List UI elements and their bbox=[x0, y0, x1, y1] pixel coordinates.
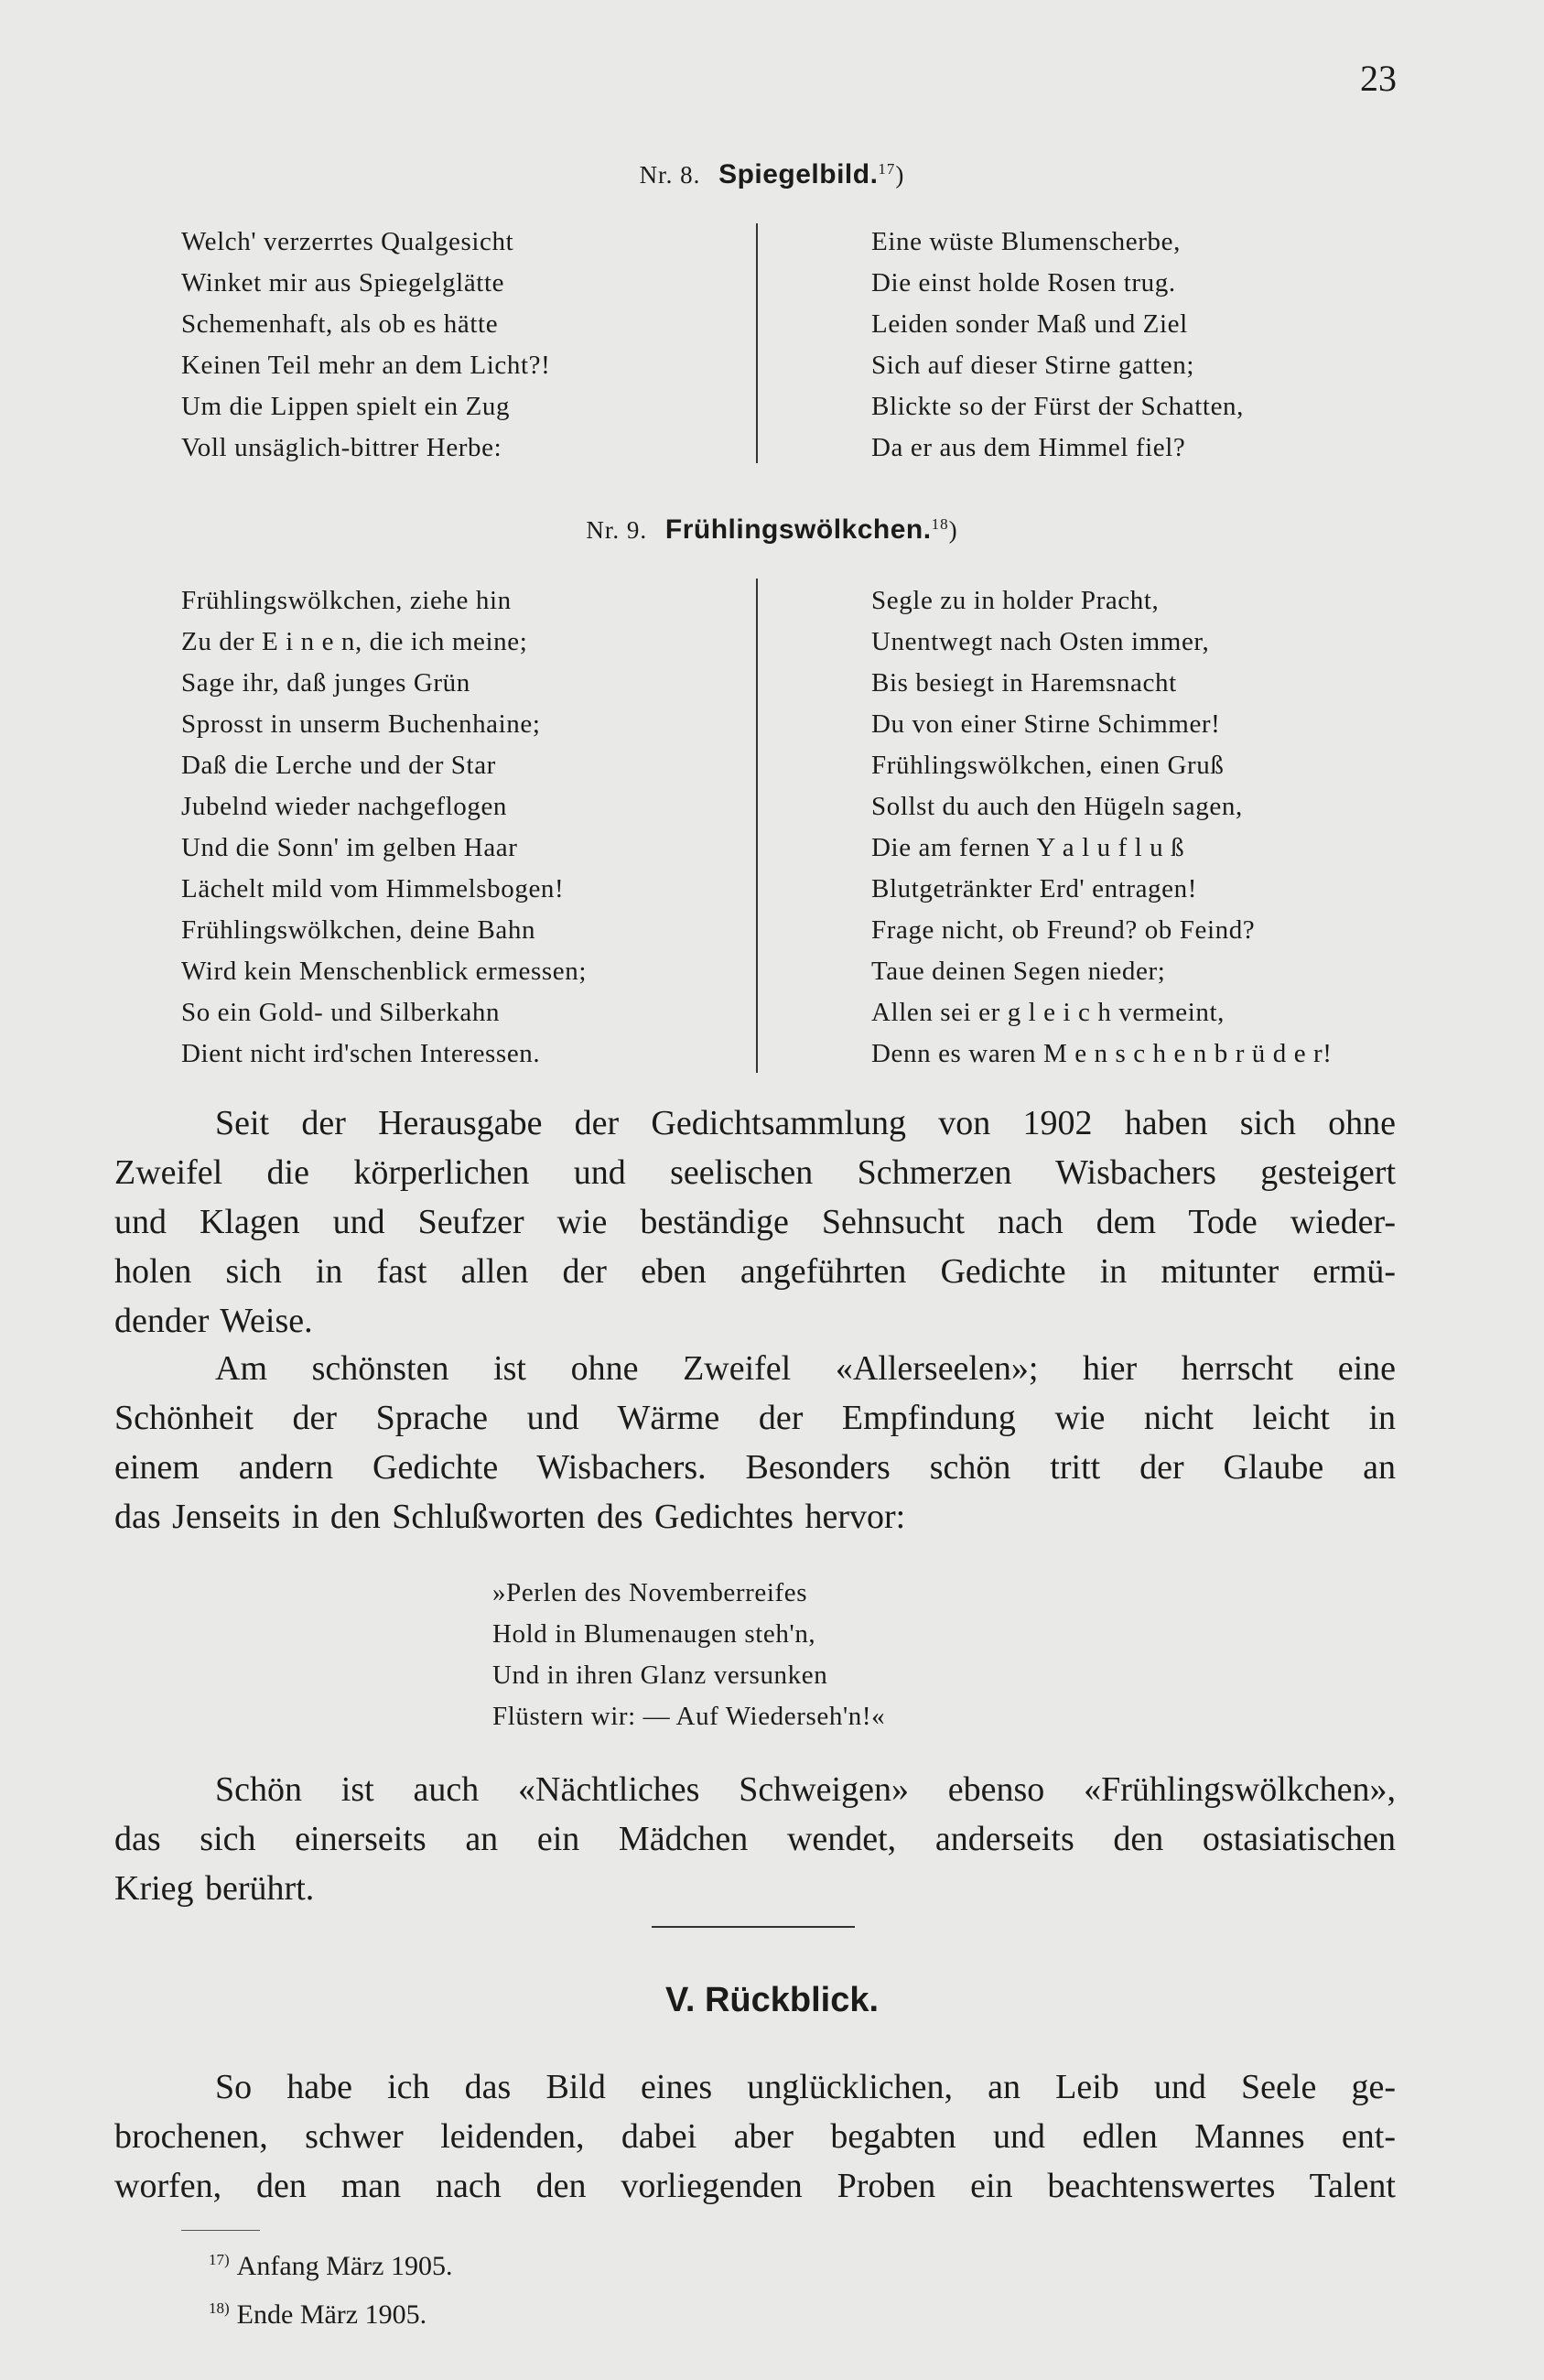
poem-line: Frühlingswölkchen, ziehe hin bbox=[181, 586, 512, 615]
quote-line: Und in ihren Glanz versunken bbox=[492, 1661, 828, 1690]
poem-8-right-column bbox=[871, 222, 1244, 469]
footnote-text: Anfang März 1905. bbox=[236, 2251, 453, 2281]
poem-line: Sollst du auch den Hügeln sagen, bbox=[871, 792, 1243, 821]
text-line: dender Weise. bbox=[114, 1302, 313, 1340]
footnote-rule bbox=[181, 2230, 260, 2231]
paragraph-allerseelen bbox=[114, 1344, 1396, 1542]
footnotes bbox=[209, 2239, 452, 2336]
poem-line: Zu der E i n e n, die ich meine; bbox=[181, 627, 528, 656]
text-line: So habe ich das Bild eines unglücklichen, an Leib und Seele ge- bbox=[215, 2068, 1396, 2106]
poem-line: Bis besiegt in Haremsnacht bbox=[871, 668, 1177, 698]
poem-9-column-divider bbox=[756, 579, 758, 1073]
poem-line: Du von einer Stirne Schimmer! bbox=[871, 709, 1221, 739]
poem-line: Sprosst in unserm Buchenhaine; bbox=[181, 709, 541, 739]
page-number: 23 bbox=[1360, 58, 1397, 99]
poem-8-footnote-paren: ) bbox=[895, 161, 905, 189]
poem-line: Winket mir aus Spiegelglätte bbox=[181, 268, 505, 298]
section-title: V. Rückblick. bbox=[664, 1981, 880, 2019]
poem-line: Lächelt mild vom Himmelsbogen! bbox=[181, 874, 565, 903]
poem-line: Leiden sonder Maß und Ziel bbox=[871, 309, 1188, 339]
paragraph-fruehlingswoelkchen bbox=[114, 1765, 1396, 1913]
poem-line: Blickte so der Fürst der Schatten, bbox=[871, 392, 1244, 421]
paragraph-after-poems bbox=[114, 1098, 1396, 1346]
text-line: und Klagen und Seufzer wie beständige Sehnsucht nach dem Tode wieder- bbox=[114, 1203, 1396, 1241]
poem-9-heading bbox=[0, 514, 1544, 546]
poem-line: Unentwegt nach Osten immer, bbox=[871, 627, 1210, 656]
poem-line: Blutgetränkter Erd' entragen! bbox=[871, 874, 1197, 903]
poem-line: Frühlingswölkchen, einen Gruß bbox=[871, 751, 1225, 780]
footnote bbox=[209, 2239, 452, 2288]
paragraph-rueckblick bbox=[114, 2062, 1396, 2211]
quote-line: Hold in Blumenaugen steh'n, bbox=[492, 1619, 816, 1649]
text-line: Zweifel die körperlichen und seelischen Schmerzen Wisbachers gesteigert bbox=[114, 1153, 1396, 1192]
poem-line: Taue deinen Segen nieder; bbox=[871, 957, 1166, 986]
poem-line: Frühlingswölkchen, deine Bahn bbox=[181, 915, 536, 945]
poem-8-title: Spiegelbild. bbox=[718, 159, 879, 189]
poem-8-number: Nr. 8. bbox=[639, 161, 701, 189]
poem-9-footnote-paren: ) bbox=[948, 516, 958, 544]
poem-line: Jubelnd wieder nachgeflogen bbox=[181, 792, 508, 821]
footnote-mark: 17) bbox=[209, 2251, 230, 2268]
poem-9-footnote-ref: 18 bbox=[931, 515, 949, 533]
section-separator-rule bbox=[652, 1926, 855, 1928]
poem-line: Welch' verzerrtes Qualgesicht bbox=[181, 227, 514, 256]
quoted-verse bbox=[492, 1573, 885, 1737]
poem-8-left-column bbox=[181, 222, 550, 469]
footnote bbox=[209, 2288, 452, 2336]
poem-9-number: Nr. 9. bbox=[586, 516, 648, 544]
poem-line: Keinen Teil mehr an dem Licht?! bbox=[181, 351, 551, 380]
footnote-mark: 18) bbox=[209, 2299, 230, 2317]
poem-line: Denn es waren M e n s c h e n b r ü d e r! bbox=[871, 1039, 1333, 1068]
poem-line: Segle zu in holder Pracht, bbox=[871, 586, 1160, 615]
text-line: Am schönsten ist ohne Zweifel «Allerseelen»; hier herrscht eine bbox=[215, 1349, 1396, 1388]
poem-8-column-divider bbox=[756, 223, 758, 463]
poem-line: Da er aus dem Himmel fiel? bbox=[871, 433, 1186, 462]
quote-line: »Perlen des Novemberreifes bbox=[492, 1578, 808, 1607]
quote-line: Flüstern wir: — Auf Wiederseh'n!« bbox=[492, 1702, 886, 1731]
poem-line: Die einst holde Rosen trug. bbox=[871, 268, 1176, 298]
poem-line: Allen sei er g l e i c h vermeint, bbox=[871, 998, 1225, 1027]
poem-line: Sich auf dieser Stirne gatten; bbox=[871, 351, 1195, 380]
poem-line: Frage nicht, ob Freund? ob Feind? bbox=[871, 915, 1256, 945]
poem-8-footnote-ref: 17 bbox=[878, 160, 896, 178]
text-line: holen sich in fast allen der eben angeführten Gedichte in mitunter ermü- bbox=[114, 1252, 1396, 1291]
poem-line: Um die Lippen spielt ein Zug bbox=[181, 392, 511, 421]
poem-line: Schemenhaft, als ob es hätte bbox=[181, 309, 499, 339]
text-line: worfen, den man nach den vorliegenden Proben ein beachtenswertes Talent bbox=[114, 2167, 1396, 2205]
poem-line: Und die Sonn' im gelben Haar bbox=[181, 833, 518, 862]
text-line: Krieg berührt. bbox=[114, 1869, 315, 1908]
text-line: das Jenseits in den Schlußworten des Gedichtes hervor: bbox=[114, 1498, 906, 1536]
text-line: Seit der Herausgabe der Gedichtsammlung von 1902 haben sich ohne bbox=[215, 1104, 1396, 1142]
poem-line: Eine wüste Blumenscherbe, bbox=[871, 227, 1181, 256]
poem-9-left-column bbox=[181, 580, 587, 1075]
poem-line: Voll unsäglich-bittrer Herbe: bbox=[181, 433, 502, 462]
footnote-text: Ende März 1905. bbox=[236, 2299, 427, 2330]
poem-8-heading bbox=[0, 159, 1544, 190]
text-line: brochenen, schwer leidenden, dabei aber begabten und edlen Mannes ent- bbox=[114, 2117, 1396, 2156]
poem-line: Wird kein Menschenblick ermessen; bbox=[181, 957, 588, 986]
poem-line: Daß die Lerche und der Star bbox=[181, 751, 496, 780]
text-line: Schönheit der Sprache und Wärme der Empfindung wie nicht leicht in bbox=[114, 1399, 1396, 1437]
text-line: einem andern Gedichte Wisbachers. Besonders schön tritt der Glaube an bbox=[114, 1448, 1396, 1487]
poem-line: Die am fernen Y a l u f l u ß bbox=[871, 833, 1185, 862]
text-line: das sich einerseits an ein Mädchen wendet, anderseits den ostasiatischen bbox=[114, 1820, 1396, 1858]
poem-9-title: Frühlingswölkchen. bbox=[664, 514, 932, 545]
poem-line: Sage ihr, daß junges Grün bbox=[181, 668, 470, 698]
text-line: Schön ist auch «Nächtliches Schweigen» ebenso «Frühlingswölkchen», bbox=[215, 1770, 1396, 1809]
poem-line: Dient nicht ird'schen Interessen. bbox=[181, 1039, 541, 1068]
poem-line: So ein Gold- und Silberkahn bbox=[181, 998, 501, 1027]
poem-9-right-column bbox=[871, 580, 1333, 1075]
